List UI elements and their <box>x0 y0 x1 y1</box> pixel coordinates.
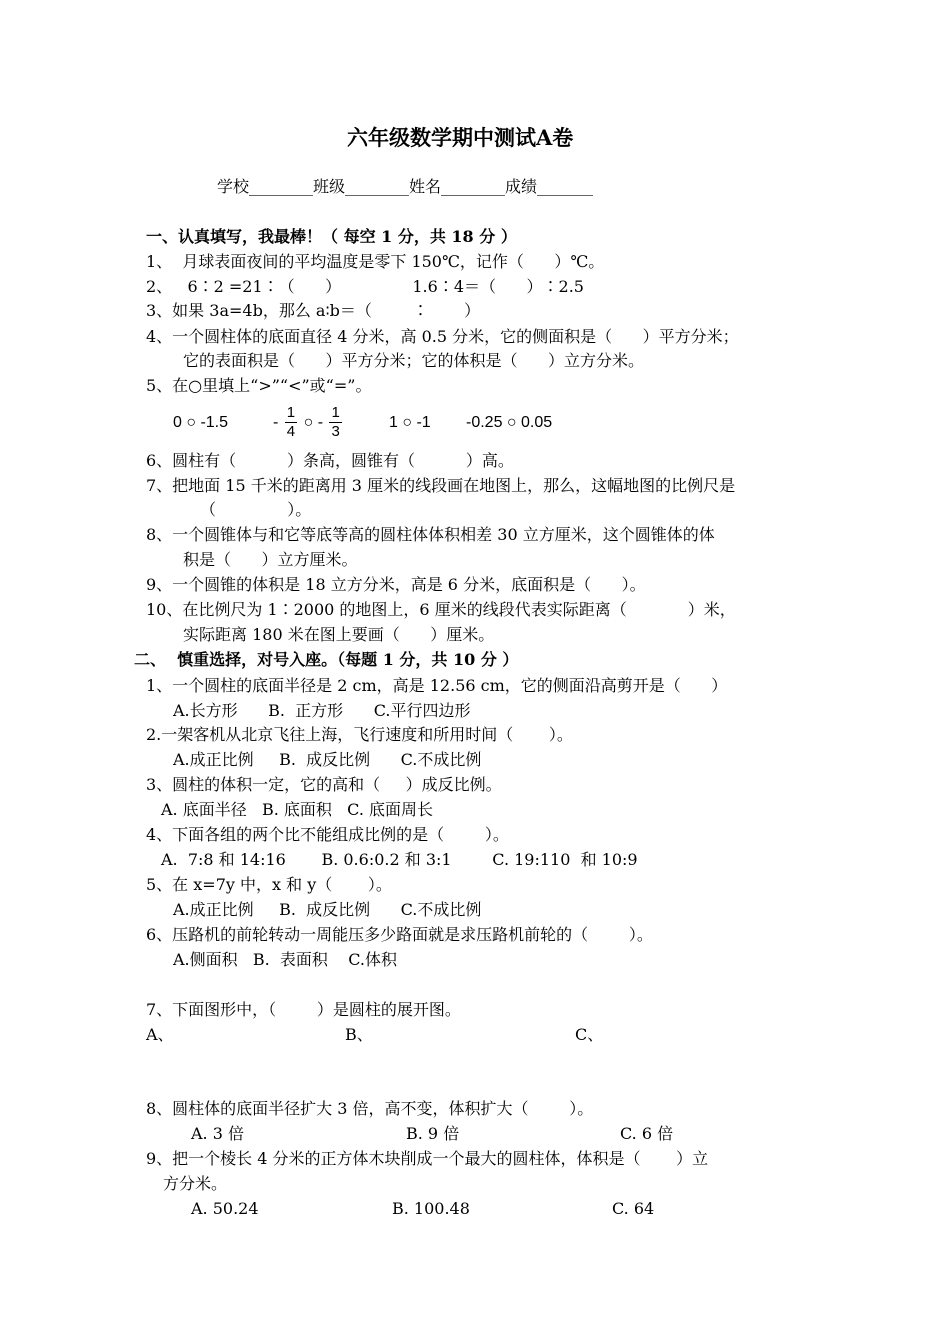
s2-question-4: 4、下面各组的两个比不能组成比例的是（ ）。 <box>146 825 509 844</box>
s2-question-2-options: A.成正比例 B. 成反比例 C.不成比例 <box>173 750 482 769</box>
s2-question-5-options: A.成正比例 B. 成反比例 C.不成比例 <box>173 900 482 919</box>
s2-question-7-option-a: A、 <box>146 1025 174 1044</box>
s1-question-8-line1: 8、一个圆锥体与和它等底等高的圆柱体体积相差 30 立方厘米，这个圆锥体的体 <box>146 525 715 544</box>
s1-q5-item-b <box>273 401 344 445</box>
s2-question-9-option-c: C. 64 <box>612 1199 655 1218</box>
s2-question-2: 2.一架客机从北京飞往上海，飞行速度和所用时间（ ）。 <box>146 725 573 744</box>
s1-q5-item-d: -0.25 ○ 0.05 <box>466 414 553 431</box>
s1-question-9: 9、一个圆锥的体积是 18 立方分米，高是 6 分米，底面积是（ ）。 <box>146 575 646 594</box>
s2-question-8-option-b: B. 9 倍 <box>406 1124 460 1143</box>
s1-question-4-line2: 它的表面积是（ ）平方分米；它的体积是（ ）立方分米。 <box>183 351 645 370</box>
s1-question-3: 3、如果 3a=4b，那么 a∶b＝（ ∶ ） <box>146 301 481 320</box>
compare-circle: ○ - <box>303 414 324 431</box>
s2-question-8-option-a: A. 3 倍 <box>191 1124 244 1143</box>
page-title: 六年级数学期中测试A卷 <box>347 125 574 150</box>
s2-question-9-option-b: B. 100.48 <box>392 1199 470 1218</box>
section2-heading: 二、 慎重选择，对号入座。（每题 1 分，共 10 分 ） <box>134 650 519 669</box>
s1-question-2: 2、 6∶2 =21∶（ ） 1.6∶4＝（ ）∶2.5 <box>146 277 584 296</box>
fraction-numerator: 1 <box>331 404 340 422</box>
s2-question-1: 1、一个圆柱的底面半径是 2 cm，高是 12.56 cm，它的侧面沿高剪开是（ ） <box>146 676 728 695</box>
s2-question-9-line1: 9、把一个棱长 4 分米的正方体木块削成一个最大的圆柱体，体积是（ ）立 <box>146 1149 709 1168</box>
s2-question-9-option-a: A. 50.24 <box>191 1199 259 1218</box>
s1-question-1: 1、 月球表面夜间的平均温度是零下 150℃，记作（ ）℃。 <box>146 252 605 271</box>
s2-question-8-option-c: C. 6 倍 <box>620 1124 674 1143</box>
fraction-one-third <box>329 404 341 441</box>
s2-question-8: 8、圆柱体的底面半径扩大 3 倍，高不变，体积扩大（ ）。 <box>146 1099 594 1118</box>
s2-question-3: 3、圆柱的体积一定，它的高和（ ）成反比例。 <box>146 775 502 794</box>
s1-question-6: 6、圆柱有（ ）条高，圆锥有（ ）高。 <box>146 451 514 470</box>
fraction-denominator: 4 <box>286 423 296 441</box>
header-fields: 学校________班级________姓名________成绩_______ <box>217 177 594 196</box>
fraction-denominator: 3 <box>331 423 340 441</box>
minus-sign: - <box>273 414 279 431</box>
s2-question-7: 7、下面图形中，（ ）是圆柱的展开图。 <box>146 1000 461 1019</box>
s2-question-3-options: A. 底面半径 B. 底面积 C. 底面周长 <box>161 800 434 819</box>
section1-heading: 一、认真填写，我最棒！（ 每空 1 分，共 18 分 ） <box>146 227 517 246</box>
s1-question-10-line2: 实际距离 180 米在图上要画（ ）厘米。 <box>183 625 495 644</box>
s1-q5-item-a: 0 ○ -1.5 <box>173 414 229 431</box>
s2-question-7-option-b: B、 <box>345 1025 373 1044</box>
s2-question-6: 6、压路机的前轮转动一周能压多少路面就是求压路机前轮的（ ）。 <box>146 925 653 944</box>
s1-question-8-line2: 积是（ ）立方厘米。 <box>183 550 358 569</box>
fraction-numerator: 1 <box>286 404 296 422</box>
fraction-one-fourth <box>285 404 297 441</box>
s1-question-7-line2: （ ）。 <box>200 500 312 519</box>
s2-question-7-option-c: C、 <box>575 1025 604 1044</box>
s1-question-7-line1: 7、把地面 15 千米的距离用 3 厘米的线段画在地图上，那么，这幅地图的比例尺是 <box>146 476 736 495</box>
s2-question-5: 5、在 x=7y 中，x 和 y（ ）。 <box>146 875 392 894</box>
s2-question-4-options: A. 7:8 和 14:16 B. 0.6:0.2 和 3:1 C. 19:110 和 10:9 <box>161 850 638 869</box>
s1-question-10-line1: 10、在比例尺为 1∶2000 的地图上，6 厘米的线段代表实际距离（ ）米， <box>146 600 736 619</box>
s2-question-6-options: A.侧面积 B. 表面积 C.体积 <box>173 950 398 969</box>
s2-question-9-line2: 方分米。 <box>163 1174 228 1193</box>
s1-question-5: 5、在○里填上“>”“<”或“=”。 <box>146 376 372 395</box>
s1-question-4-line1: 4、一个圆柱体的底面直径 4 分米，高 0.5 分米，它的侧面积是（ ）平方分米； <box>146 327 739 346</box>
s1-q5-item-c: 1 ○ -1 <box>389 414 431 431</box>
s2-question-1-options: A.长方形 B. 正方形 C.平行四边形 <box>173 701 471 720</box>
